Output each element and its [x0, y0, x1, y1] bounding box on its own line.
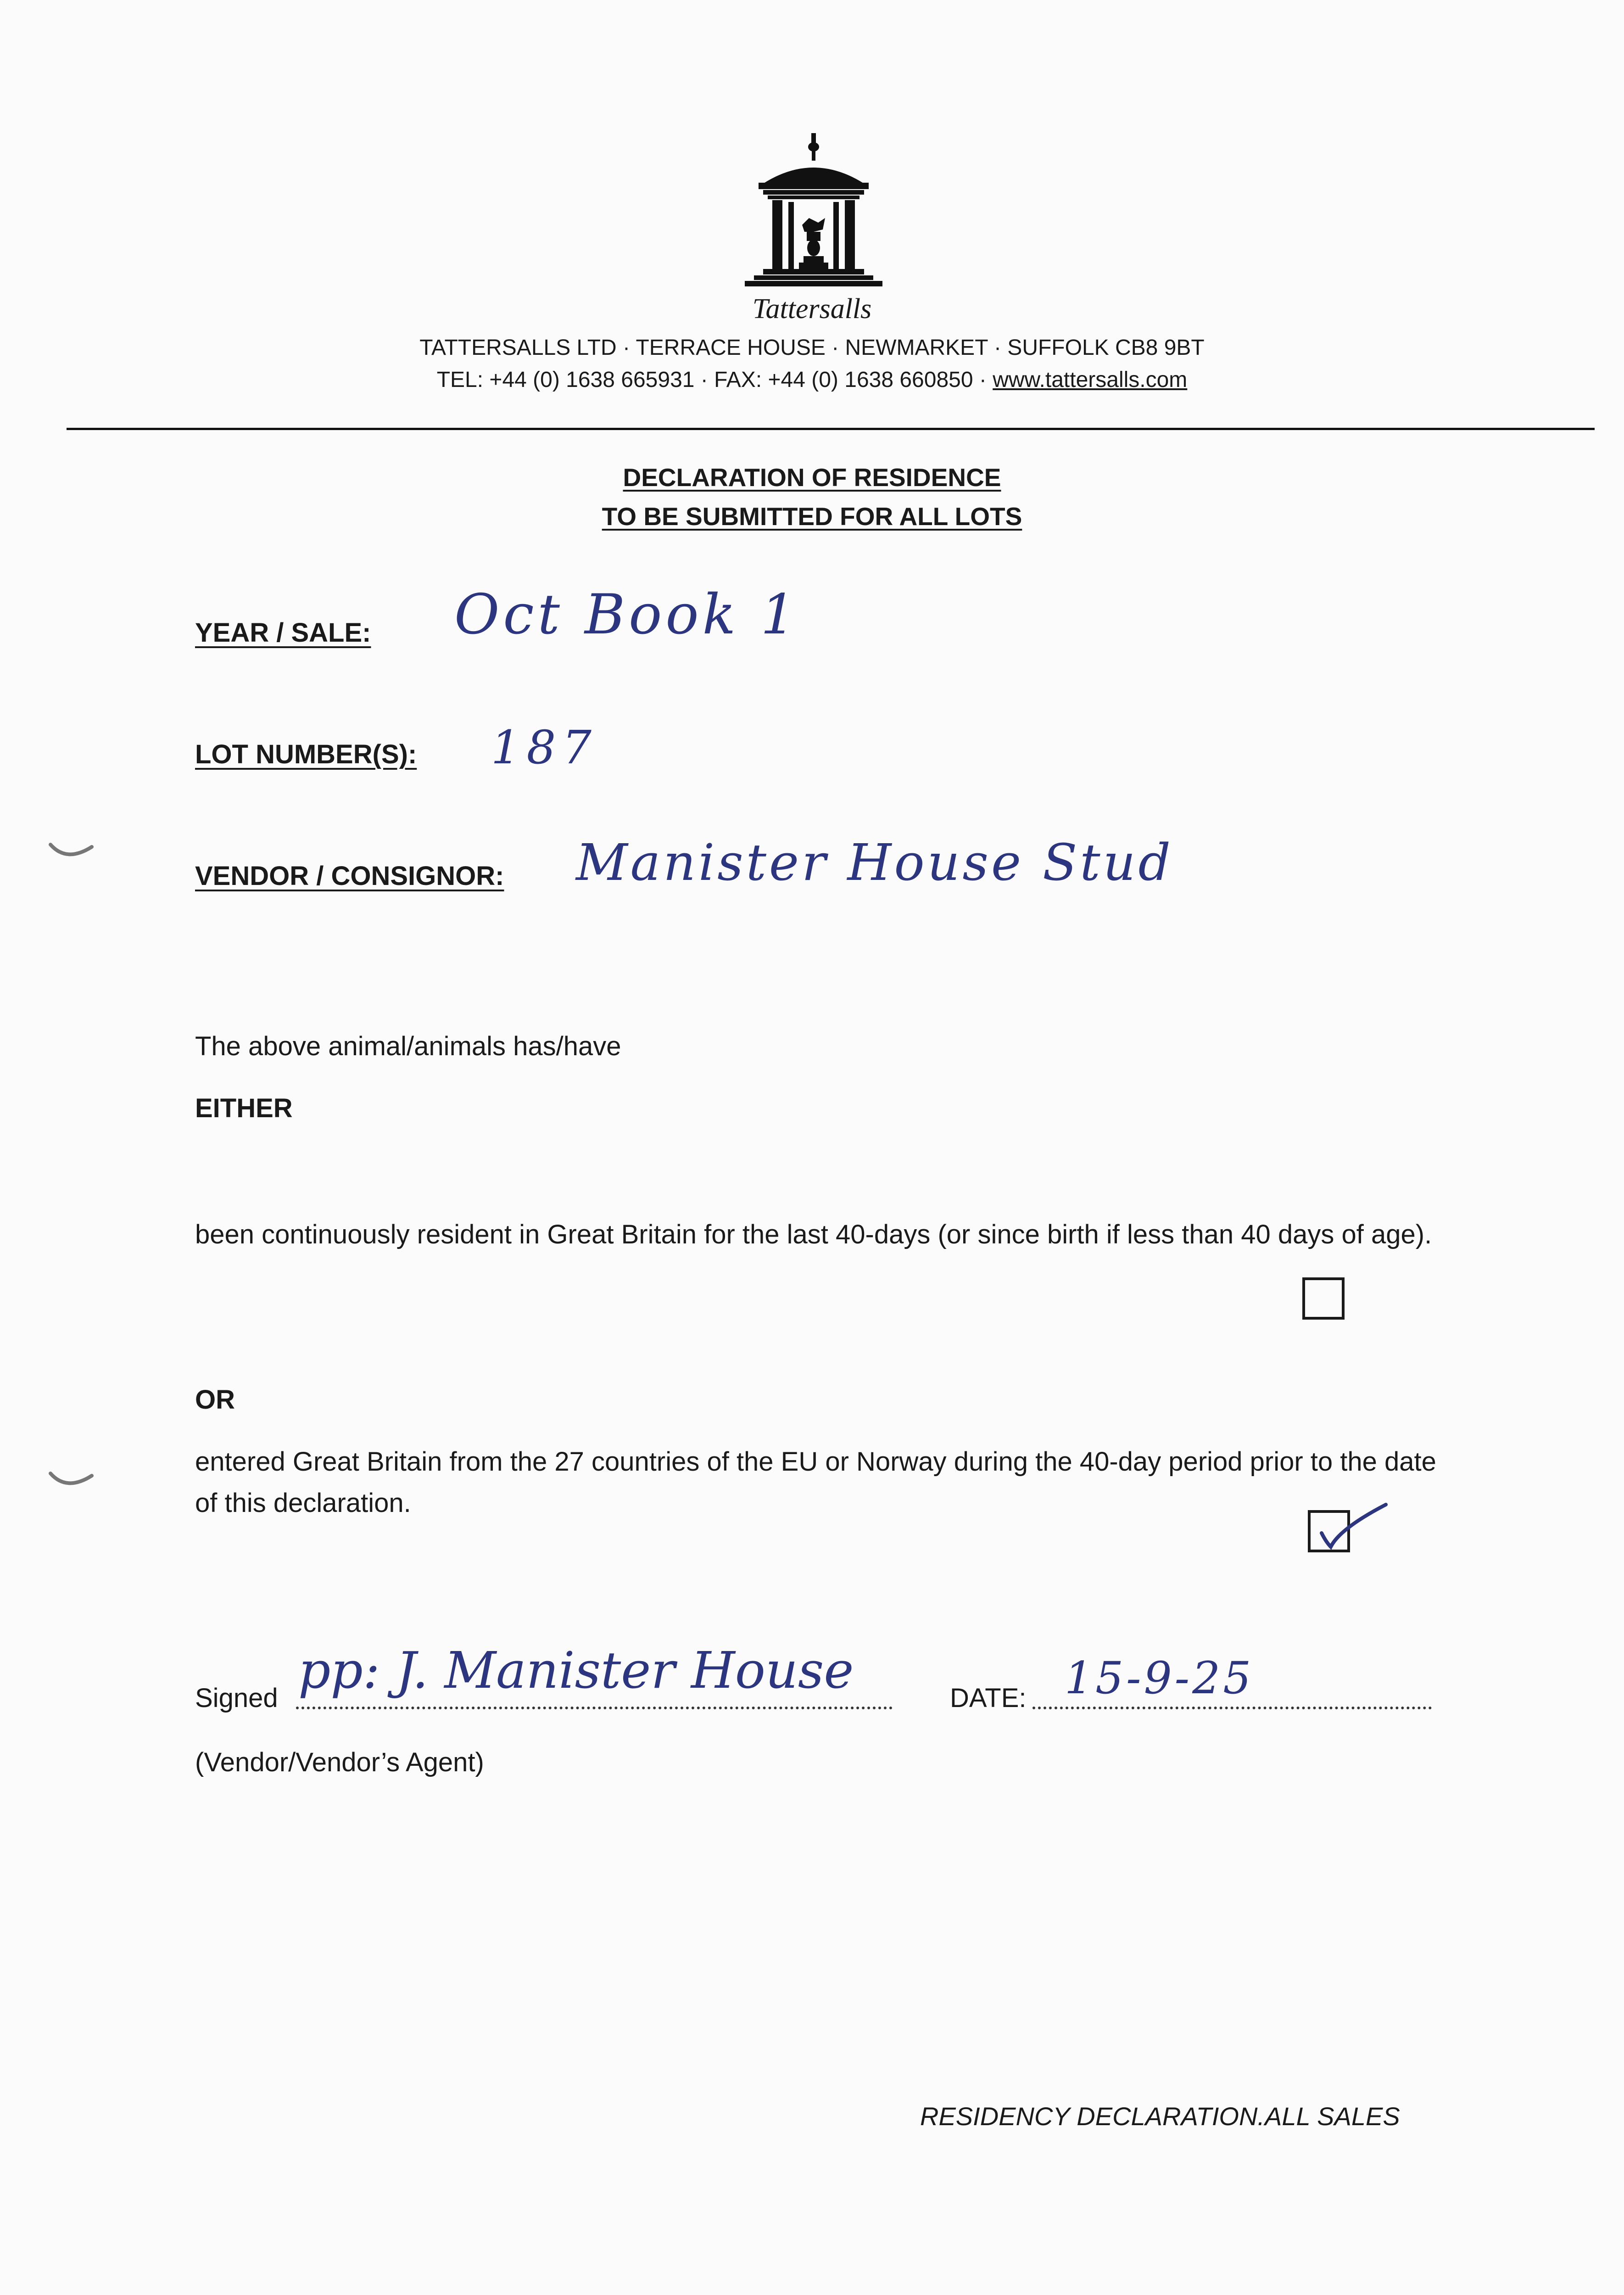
form-subtitle: TO BE SUBMITTED FOR ALL LOTS [602, 502, 1022, 531]
form-title-line2 [0, 502, 1624, 531]
form-title: DECLARATION OF RESIDENCE [623, 463, 1001, 492]
signature-value[interactable]: pp: J. Manister House [298, 1641, 854, 1700]
statement-intro: The above animal/animals has/have [195, 1031, 621, 1061]
vendor-consignor-value[interactable]: Manister House Stud [576, 833, 1173, 892]
date-label: DATE: [950, 1683, 1027, 1713]
lot-numbers-value[interactable]: 187 [491, 721, 598, 774]
or-heading: OR [195, 1385, 235, 1415]
brand-name: Tattersalls [752, 293, 872, 325]
year-sale-label: YEAR / SALE: [195, 618, 371, 648]
vendor-consignor-label: VENDOR / CONSIGNOR: [195, 861, 504, 891]
option1-text: been continuously resident in Great Britain for the last 40-days (or since birth if less than 40 days of age). [195, 1220, 1432, 1249]
either-heading: EITHER [195, 1093, 293, 1123]
company-address: TATTERSALLS LTD · TERRACE HOUSE · NEWMARKET · SUFFOLK CB8 9BT [419, 336, 1205, 360]
lot-numbers-label: LOT NUMBER(S): [195, 739, 417, 769]
form-title-line1 [0, 463, 1624, 492]
punch-hole-mark [46, 838, 96, 865]
signatory-role: (Vendor/Vendor’s Agent) [195, 1747, 484, 1777]
date-line [1032, 1707, 1432, 1709]
punch-hole-mark [46, 1467, 96, 1494]
option2-text: entered Great Britain from the 27 countries of the EU or Norway during the 40-day period prior to the date of this declaration. [195, 1447, 1436, 1518]
temple-cupola-fox-icon [745, 133, 882, 291]
checkmark-icon [1312, 1501, 1390, 1561]
year-sale-value[interactable]: Oct Book 1 [454, 583, 799, 647]
website-link[interactable]: www.tattersalls.com [993, 368, 1188, 392]
signature-line [296, 1707, 893, 1709]
contact-numbers: TEL: +44 (0) 1638 665931 · FAX: +44 (0) 1638 660850 · [436, 368, 993, 392]
header-divider [67, 428, 1595, 430]
signed-label: Signed [195, 1683, 278, 1713]
company-contact [0, 367, 1624, 392]
date-value[interactable]: 15-9-25 [1065, 1652, 1254, 1704]
option1-checkbox[interactable] [1302, 1277, 1345, 1320]
form-footer: RESIDENCY DECLARATION.ALL SALES [920, 2102, 1400, 2131]
